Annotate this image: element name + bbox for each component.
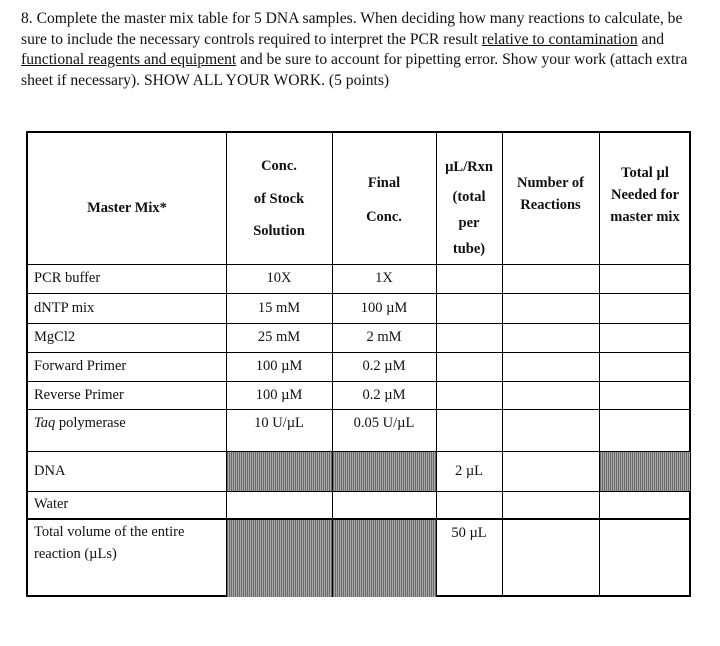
header-final-conc: Final Conc.: [366, 175, 402, 225]
shaded-cell: [600, 452, 690, 491]
shaded-cell: [333, 452, 436, 491]
stock-conc-value: 100 µM: [255, 358, 303, 374]
stock-conc-value: 15 mM: [257, 299, 301, 316]
shaded-cell: [227, 520, 332, 597]
total-ul-cells[interactable]: [600, 265, 690, 451]
header-ul-per-rxn: µL/Rxn (total per tube): [445, 159, 493, 257]
header-number-of-reactions: Number of Reactions: [517, 175, 584, 213]
final-conc-value: 0.05 U/µL: [353, 414, 415, 431]
polymerase-text: polymerase: [55, 414, 126, 431]
question-text: [21, 9, 701, 91]
question-part3: and be sure to account for pipetting error. Show your work (attach extra sheet if necessary). SHOW ALL YOUR WORK. (5 points): [21, 51, 688, 89]
row-name-pcr-buffer: PCR buffer: [34, 270, 101, 286]
taq-italic: Taq: [34, 414, 56, 431]
final-conc-value: 0.2 µM: [362, 386, 406, 403]
row-name-taq-polymerase: [28, 409, 226, 437]
number-of-reactions-cells[interactable]: [503, 265, 599, 451]
row-name-dna: DNA: [34, 462, 66, 479]
master-mix-table: [26, 131, 691, 597]
row-name-water: Water: [34, 496, 69, 512]
header-conc-stock: Conc. of Stock Solution: [253, 158, 305, 239]
row-name-reverse-primer: Reverse Primer: [34, 386, 124, 403]
ul-per-rxn-value: 50 µL: [451, 524, 487, 541]
stock-conc-value: 25 mM: [257, 329, 301, 345]
shaded-cell: [333, 520, 436, 597]
header-master-mix: Master Mix*: [87, 200, 167, 216]
row-name-total-volume: Total volume of the entire reaction (µLs): [34, 524, 185, 562]
row-name-forward-primer: Forward Primer: [34, 358, 127, 374]
stock-conc-value: 10 U/µL: [254, 414, 304, 431]
underlined-phrase-reagents: functional reagents and equipment: [21, 51, 237, 68]
question-part2: and: [637, 30, 665, 48]
final-conc-value: 100 µM: [360, 299, 408, 316]
row-name-mgcl2: MgCl2: [34, 329, 76, 345]
final-conc-value: 1X: [375, 270, 393, 286]
final-conc-value: 2 mM: [366, 329, 402, 345]
header-total-ul: Total µl Needed for master mix: [610, 165, 680, 225]
shaded-cell: [227, 452, 332, 491]
final-conc-value: 0.2 µM: [362, 358, 406, 374]
question-part1: 8. Complete the master mix table for 5 DNA samples. When deciding how many reactions to calculate, be sure to include the necessary controls required to interpret the PCR result: [21, 10, 683, 48]
stock-conc-value: 10X: [266, 270, 292, 286]
underlined-phrase-contamination: relative to contamination: [481, 30, 638, 48]
ul-per-rxn-value: 2 µL: [454, 462, 484, 479]
stock-conc-value: 100 µM: [255, 386, 303, 403]
row-name-dntp-mix: dNTP mix: [34, 299, 95, 316]
